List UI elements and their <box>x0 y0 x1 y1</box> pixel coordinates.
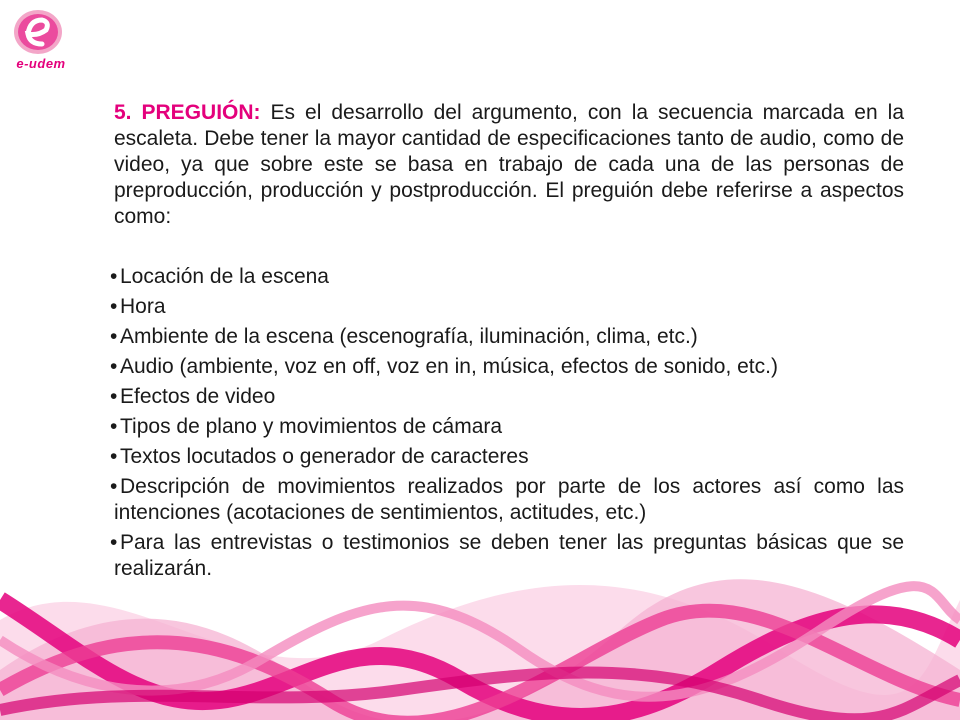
list-item: • Audio (ambiente, voz en off, voz en in, música, efectos de sonido, etc.) <box>110 355 778 378</box>
e-udem-logo <box>8 6 68 74</box>
list-item: • Hora <box>110 295 166 318</box>
bullet: • <box>110 475 118 498</box>
bullet: • <box>110 355 118 378</box>
list-item: • Textos locutados o generador de caracteres <box>110 445 529 468</box>
intro-paragraph <box>114 100 904 230</box>
list-item: • Para las entrevistas o testimonios se deben tener las preguntas básicas que se realizarán. <box>110 531 904 580</box>
bullet: • <box>110 325 118 348</box>
intro-text: Es el desarrollo del argumento, con la secuencia marcada en la escaleta. Debe tener la mayor cantidad de especificaciones tanto de audio, como de video, ya que sobre este se basa en trabajo de cada una de las personas de preproducción, producción y postproducción. El preguión debe referirse a aspectos como: <box>114 101 905 228</box>
list-item: • Descripción de movimientos realizados por parte de los actores así como las intenciones (acotaciones de sentimientos, actitudes, etc.) <box>110 475 904 524</box>
section-heading: 5. PREGUIÓN: <box>114 101 261 124</box>
bullet: • <box>110 265 118 288</box>
decorative-waves <box>0 560 960 720</box>
bullet: • <box>110 531 118 554</box>
list-item: • Ambiente de la escena (escenografía, iluminación, clima, etc.) <box>110 325 698 348</box>
list-item: • Efectos de video <box>110 385 276 408</box>
bullet: • <box>110 295 118 318</box>
logo-text: e-udem <box>16 56 66 71</box>
bullet: • <box>110 445 118 468</box>
aspects-list <box>110 264 904 582</box>
list-item: • Tipos de plano y movimientos de cámara <box>110 415 503 438</box>
bullet: • <box>110 415 118 438</box>
bullet: • <box>110 385 118 408</box>
logo-icon <box>8 6 68 58</box>
list-item: • Locación de la escena <box>110 265 329 288</box>
slide-content <box>110 100 905 586</box>
